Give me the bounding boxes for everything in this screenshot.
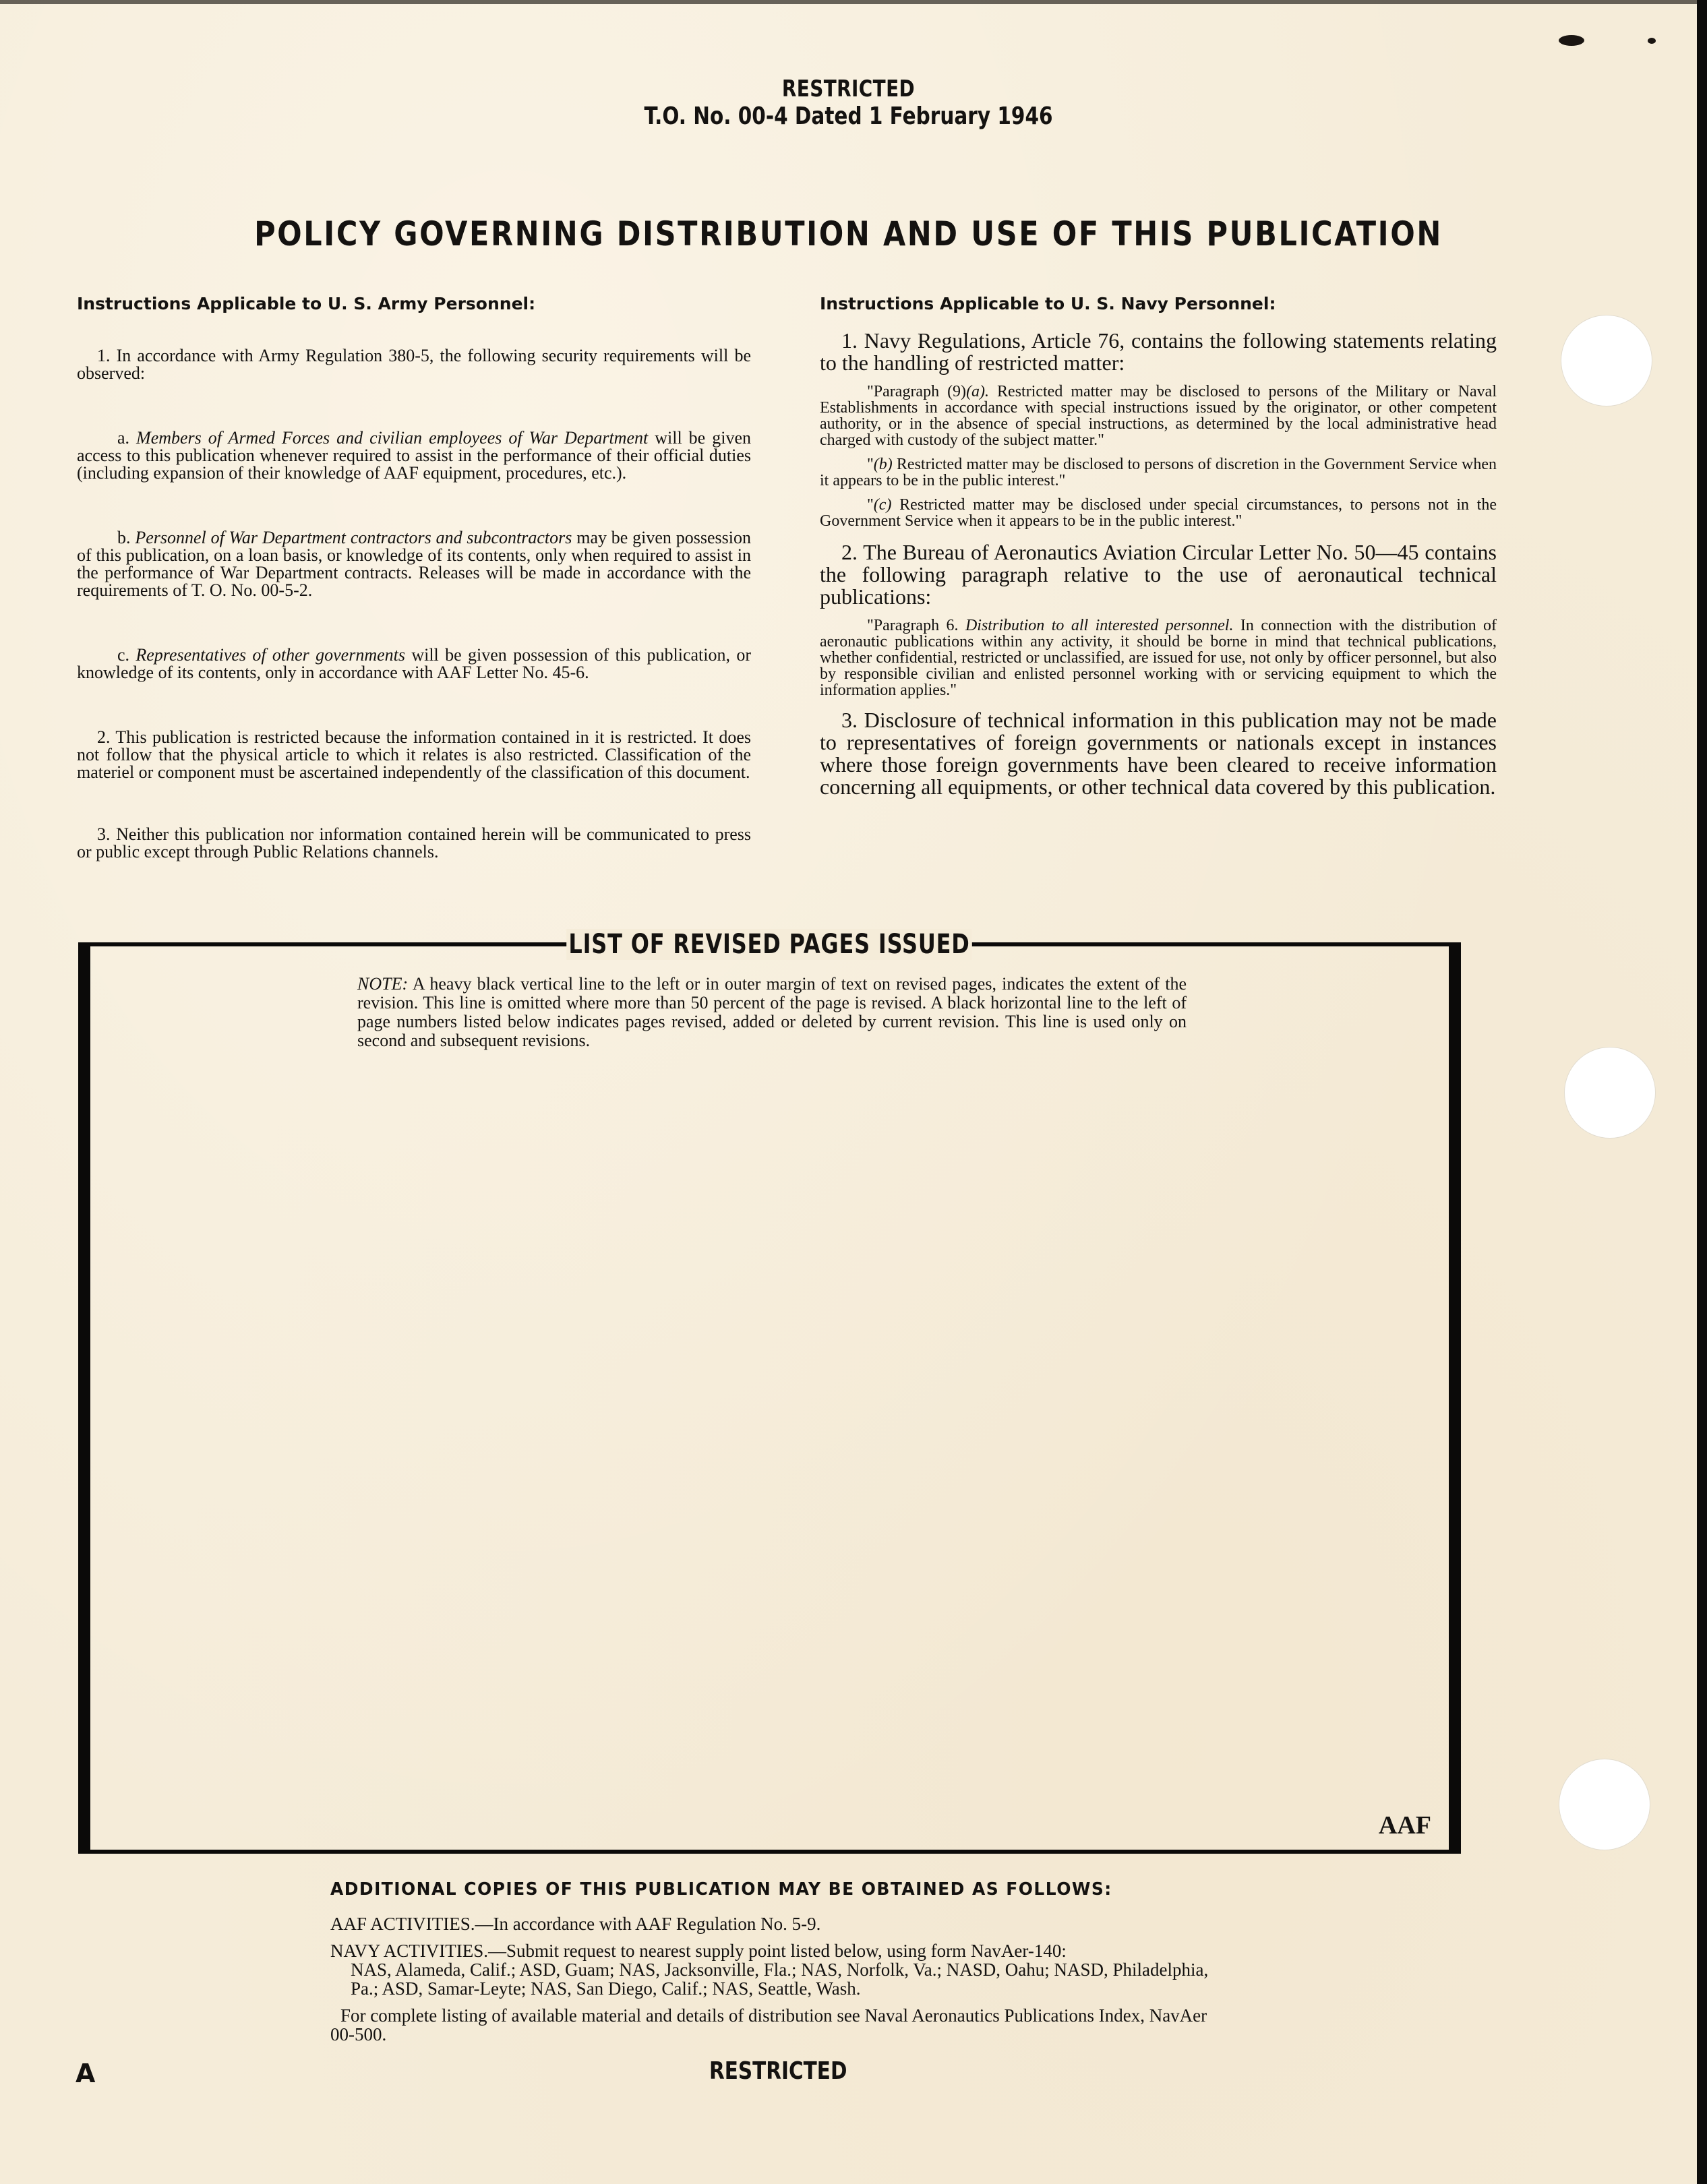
ink-blot-mark xyxy=(1648,38,1656,44)
quote-text: Restricted matter may be disclosed to persons of discretion in the Government Service when it appears to be in the public interest." xyxy=(820,456,1497,489)
navy-quote-9a xyxy=(820,384,1497,448)
technical-order-number: T.O. No. 00-4 Dated 1 February 1946 xyxy=(644,102,1053,130)
additional-copies-section xyxy=(330,1879,1234,2052)
paragraph-label: a. xyxy=(117,428,137,448)
army-paragraph-c xyxy=(77,646,751,681)
footer-classification: RESTRICTED xyxy=(709,2057,847,2085)
army-paragraph-a xyxy=(77,429,751,482)
ink-blot-mark xyxy=(1559,35,1584,46)
note-text: A heavy black vertical line to the left or in outer margin of text on revised pages, indicates the extent of the revision. This line is omitted where more than 50 percent of the page is revised. A black horizontal line to the left of page numbers listed below indicates pages revised, added or deleted by current revision. This line is used only on second and subsequent revisions. xyxy=(357,974,1187,1050)
navy-activities: NAVY ACTIVITIES.—Submit request to nearest supply point listed below, using form NavAer-140: xyxy=(330,1941,1067,1961)
punch-hole-middle xyxy=(1565,1048,1655,1138)
navy-quote-c xyxy=(820,497,1497,529)
paragraph-text: will be given possession of this publication, or knowledge of its contents, only in accordance with AAF Letter No. 45-6. xyxy=(77,645,751,682)
army-paragraph-1: 1. In accordance with Army Regulation 380-5, the following security requirements will be observed: xyxy=(77,346,751,383)
navy-quote-paragraph-6 xyxy=(820,617,1497,698)
quote-text: Restricted matter may be disclosed under special circumstances, to persons not in the Government Service when it appears to be in the public interest." xyxy=(820,496,1497,530)
army-paragraph-b xyxy=(77,529,751,599)
quote-label: "Paragraph 6. xyxy=(867,617,965,634)
publications-index-note: For complete listing of available material and details of distribution see Naval Aeronautics Publications Index, NavAer 00-500. xyxy=(330,2005,1207,2044)
army-paragraph-3: 3. Neither this publication nor information contained herein will be communicated to press or public except through Public Relations channels. xyxy=(77,824,751,861)
paragraph-label: b. xyxy=(117,528,136,547)
quote-text: Restricted matter may be disclosed to persons of the Military or Naval Establishments in accordance with special instructions issued by the originator, or other competent authority, or in the absence of special instructions, as determined by the local administrative head charged with custody of the subject matter." xyxy=(820,383,1497,449)
quote-emphasis: (b) xyxy=(873,456,893,473)
note-label: NOTE: xyxy=(357,974,409,994)
revised-pages-title-text: LIST OF REVISED PAGES ISSUED xyxy=(567,929,973,960)
quote-label: "Paragraph (9) xyxy=(867,383,967,400)
paragraph-emphasis: Members of Armed Forces and civilian employees of War Department xyxy=(136,428,649,448)
page-letter: A xyxy=(76,2059,96,2088)
header-classification: RESTRICTED xyxy=(781,75,916,102)
quote-label: " xyxy=(867,496,874,514)
quote-label: " xyxy=(867,456,874,473)
punch-hole-bottom xyxy=(1559,1759,1650,1850)
navy-supply-locations: NAS, Alameda, Calif.; ASD, Guam; NAS, Jacksonville, Fla.; NAS, Norfolk, Va.; NASD, Oahu; NASD, Philadelphia, Pa.; ASD, Samar-Leyte; NAS, San Diego, Calif.; NAS, Seattle, Wash. xyxy=(351,1960,1209,1999)
navy-instructions-column xyxy=(820,294,1497,798)
revised-pages-box xyxy=(78,929,1461,1854)
quote-emphasis: (c) xyxy=(873,496,892,514)
revised-pages-note xyxy=(357,975,1187,1050)
paragraph-label: c. xyxy=(117,645,136,665)
army-heading: Instructions Applicable to U. S. Army Personnel: xyxy=(77,294,536,313)
navy-paragraph-1: 1. Navy Regulations, Article 76, contains the following statements relating to the handling of restricted matter: xyxy=(820,328,1497,375)
navy-paragraph-2: 2. The Bureau of Aeronautics Aviation Circular Letter No. 50—45 contains the following paragraph relative to the use of aeronautical technical publications: xyxy=(820,540,1497,609)
additional-copies-heading: ADDITIONAL COPIES OF THIS PUBLICATION MAY BE OBTAINED AS FOLLOWS: xyxy=(330,1879,1112,1900)
army-instructions-column xyxy=(77,294,751,861)
paragraph-text: may be given possession of this publication, on a loan basis, or knowledge of its contents, only when required to assist in the performance of War Department contracts. Releases will be made in accordance with the requirements of T. O. No. 00-5-2. xyxy=(77,528,751,600)
quote-text: In connection with the distribution of aeronautic publications within any activity, it should be borne in mind that technical publications, whether confidential, restricted or unclassified, are issued for use, not only by officer personnel, but also by responsible civilian and enlisted personnel working with or servicing equipment to which the information applies." xyxy=(820,617,1497,699)
aaf-mark: AAF xyxy=(1378,1811,1431,1840)
revised-pages-title xyxy=(90,929,1449,960)
army-paragraph-2: 2. This publication is restricted because the information contained in it is restricted. It does not follow that the physical article to which it relates is also restricted. Classification of the materiel or component must be ascertained independently of the classification of this document. xyxy=(77,727,751,782)
scan-right-edge xyxy=(1697,0,1707,2184)
aaf-activities: AAF ACTIVITIES.—In accordance with AAF Regulation No. 5-9. xyxy=(330,1914,821,1934)
paragraph-emphasis: Personnel of War Department contractors and subcontractors xyxy=(135,528,572,547)
punch-hole-top xyxy=(1561,315,1652,406)
paragraph-text: will be given access to this publication whenever required to assist in the performance of their official duties (including expansion of their knowledge of AAF equipment, procedures, etc.). xyxy=(77,428,751,483)
page-title: POLICY GOVERNING DISTRIBUTION AND USE OF THIS PUBLICATION xyxy=(254,214,1443,253)
navy-quote-b xyxy=(820,456,1497,489)
quote-emphasis: (a). xyxy=(966,383,990,400)
scan-top-edge xyxy=(0,0,1707,4)
navy-paragraph-3: 3. Disclosure of technical information in this publication may not be made to representatives of foreign governments or nationals except in instances where those foreign governments have been cleared to receive information concerning all equipments, or other technical data covered by this publication. xyxy=(820,708,1497,799)
paragraph-emphasis: Representatives of other governments xyxy=(136,645,405,665)
navy-heading: Instructions Applicable to U. S. Navy Personnel: xyxy=(820,294,1276,313)
quote-emphasis: Distribution to all interested personnel. xyxy=(965,617,1234,634)
